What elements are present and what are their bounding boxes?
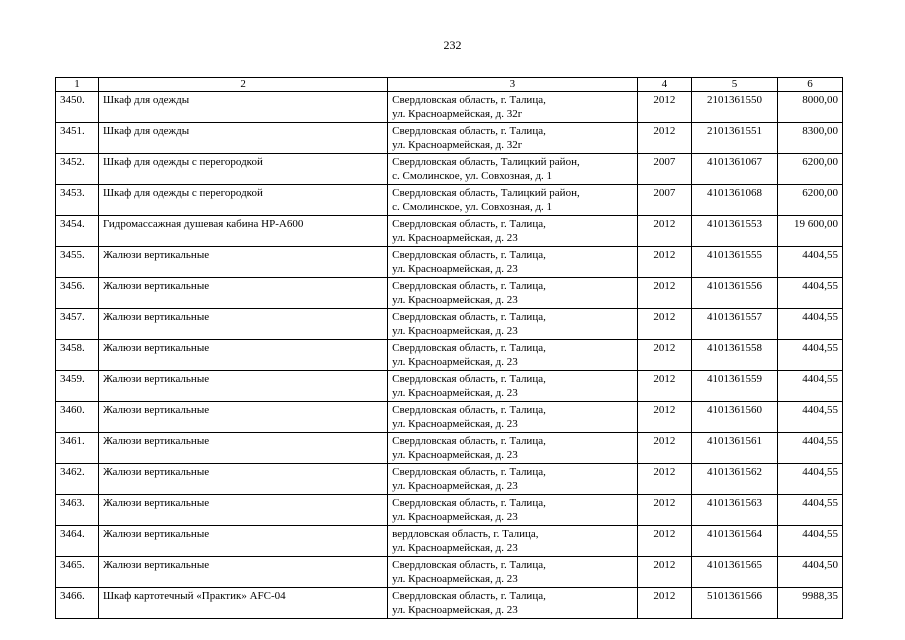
table-row bbox=[56, 154, 843, 185]
item-address bbox=[388, 92, 637, 123]
inventory-number: 4101361559 bbox=[692, 371, 778, 402]
address-line-1: вердловская область, г. Талица, bbox=[392, 528, 539, 540]
table-row bbox=[56, 185, 843, 216]
header-col-2: 2 bbox=[98, 78, 387, 92]
inventory-number: 5101361566 bbox=[692, 588, 778, 619]
table-row bbox=[56, 92, 843, 123]
table-header bbox=[56, 78, 843, 92]
row-number: 3465. bbox=[56, 557, 99, 588]
item-cost: 4404,50 bbox=[777, 557, 842, 588]
item-year: 2012 bbox=[637, 526, 691, 557]
item-address bbox=[388, 526, 637, 557]
row-number: 3461. bbox=[56, 433, 99, 464]
item-year: 2007 bbox=[637, 154, 691, 185]
item-year: 2012 bbox=[637, 557, 691, 588]
item-year: 2012 bbox=[637, 92, 691, 123]
item-year: 2012 bbox=[637, 402, 691, 433]
inventory-number: 4101361560 bbox=[692, 402, 778, 433]
address-line-2: с. Смолинское, ул. Совхозная, д. 1 bbox=[392, 170, 553, 182]
item-year: 2012 bbox=[637, 123, 691, 154]
inventory-number: 4101361565 bbox=[692, 557, 778, 588]
item-name: Шкаф для одежды с перегородкой bbox=[98, 154, 387, 185]
inventory-number: 4101361553 bbox=[692, 216, 778, 247]
address-line-2: ул. Красноармейская, д. 23 bbox=[392, 604, 518, 616]
item-name: Гидромассажная душевая кабина НР-А600 bbox=[98, 216, 387, 247]
table-body bbox=[56, 92, 843, 619]
address-line-1: Свердловская область, г. Талица, bbox=[392, 280, 546, 292]
row-number: 3453. bbox=[56, 185, 99, 216]
table-row bbox=[56, 309, 843, 340]
item-year: 2012 bbox=[637, 495, 691, 526]
item-address bbox=[388, 185, 637, 216]
item-name: Жалюзи вертикальные bbox=[98, 433, 387, 464]
address-line-2: ул. Красноармейская, д. 23 bbox=[392, 263, 518, 275]
address-line-2: ул. Красноармейская, д. 23 bbox=[392, 356, 518, 368]
address-line-1: Свердловская область, г. Талица, bbox=[392, 404, 546, 416]
inventory-number: 4101361563 bbox=[692, 495, 778, 526]
address-line-2: ул. Красноармейская, д. 32г bbox=[392, 139, 523, 151]
item-address bbox=[388, 495, 637, 526]
address-line-2: ул. Красноармейская, д. 23 bbox=[392, 325, 518, 337]
header-col-4: 4 bbox=[637, 78, 691, 92]
item-name: Жалюзи вертикальные bbox=[98, 340, 387, 371]
item-address bbox=[388, 278, 637, 309]
item-name: Шкаф картотечный «Практик» AFC-04 bbox=[98, 588, 387, 619]
address-line-1: Свердловская область, г. Талица, bbox=[392, 559, 546, 571]
inventory-number: 2101361550 bbox=[692, 92, 778, 123]
item-cost: 4404,55 bbox=[777, 340, 842, 371]
row-number: 3455. bbox=[56, 247, 99, 278]
item-year: 2012 bbox=[637, 278, 691, 309]
address-line-1: Свердловская область, г. Талица, bbox=[392, 497, 546, 509]
item-name: Жалюзи вертикальные bbox=[98, 278, 387, 309]
item-cost: 6200,00 bbox=[777, 185, 842, 216]
address-line-1: Свердловская область, г. Талица, bbox=[392, 249, 546, 261]
item-year: 2012 bbox=[637, 464, 691, 495]
address-line-1: Свердловская область, г. Талица, bbox=[392, 218, 546, 230]
inventory-number: 4101361068 bbox=[692, 185, 778, 216]
item-year: 2012 bbox=[637, 216, 691, 247]
item-year: 2012 bbox=[637, 433, 691, 464]
inventory-number: 4101361564 bbox=[692, 526, 778, 557]
item-name: Жалюзи вертикальные bbox=[98, 526, 387, 557]
item-address bbox=[388, 309, 637, 340]
inventory-number: 4101361556 bbox=[692, 278, 778, 309]
property-table bbox=[55, 77, 843, 619]
table-row bbox=[56, 588, 843, 619]
address-line-2: ул. Красноармейская, д. 23 bbox=[392, 542, 518, 554]
item-name: Жалюзи вертикальные bbox=[98, 402, 387, 433]
inventory-number: 4101361561 bbox=[692, 433, 778, 464]
inventory-number: 4101361557 bbox=[692, 309, 778, 340]
item-cost: 4404,55 bbox=[777, 433, 842, 464]
address-line-1: Свердловская область, г. Талица, bbox=[392, 373, 546, 385]
row-number: 3451. bbox=[56, 123, 99, 154]
address-line-2: ул. Красноармейская, д. 23 bbox=[392, 449, 518, 461]
item-address bbox=[388, 340, 637, 371]
item-address bbox=[388, 154, 637, 185]
inventory-number: 4101361067 bbox=[692, 154, 778, 185]
item-name: Жалюзи вертикальные bbox=[98, 247, 387, 278]
item-cost: 4404,55 bbox=[777, 495, 842, 526]
row-number: 3458. bbox=[56, 340, 99, 371]
address-line-2: ул. Красноармейская, д. 23 bbox=[392, 511, 518, 523]
row-number: 3452. bbox=[56, 154, 99, 185]
item-cost: 8300,00 bbox=[777, 123, 842, 154]
item-address bbox=[388, 371, 637, 402]
inventory-number: 4101361562 bbox=[692, 464, 778, 495]
item-cost: 6200,00 bbox=[777, 154, 842, 185]
item-name: Жалюзи вертикальные bbox=[98, 309, 387, 340]
inventory-number: 4101361558 bbox=[692, 340, 778, 371]
item-year: 2012 bbox=[637, 247, 691, 278]
row-number: 3460. bbox=[56, 402, 99, 433]
header-row bbox=[56, 78, 843, 92]
row-number: 3454. bbox=[56, 216, 99, 247]
address-line-1: Свердловская область, г. Талица, bbox=[392, 94, 546, 106]
header-col-3: 3 bbox=[388, 78, 637, 92]
item-name: Шкаф для одежды bbox=[98, 92, 387, 123]
item-cost: 9988,35 bbox=[777, 588, 842, 619]
item-cost: 19 600,00 bbox=[777, 216, 842, 247]
address-line-1: Свердловская область, Талицкий район, bbox=[392, 187, 580, 199]
header-col-6: 6 bbox=[777, 78, 842, 92]
row-number: 3466. bbox=[56, 588, 99, 619]
item-name: Жалюзи вертикальные bbox=[98, 371, 387, 402]
address-line-2: ул. Красноармейская, д. 23 bbox=[392, 480, 518, 492]
row-number: 3450. bbox=[56, 92, 99, 123]
item-name: Жалюзи вертикальные bbox=[98, 557, 387, 588]
item-year: 2012 bbox=[637, 588, 691, 619]
item-cost: 4404,55 bbox=[777, 278, 842, 309]
address-line-1: Свердловская область, Талицкий район, bbox=[392, 156, 580, 168]
table-row bbox=[56, 340, 843, 371]
item-name: Шкаф для одежды bbox=[98, 123, 387, 154]
table-row bbox=[56, 123, 843, 154]
table-row bbox=[56, 278, 843, 309]
address-line-2: ул. Красноармейская, д. 32г bbox=[392, 108, 523, 120]
table-row bbox=[56, 402, 843, 433]
row-number: 3459. bbox=[56, 371, 99, 402]
item-cost: 8000,00 bbox=[777, 92, 842, 123]
address-line-1: Свердловская область, г. Талица, bbox=[392, 311, 546, 323]
item-name: Шкаф для одежды с перегородкой bbox=[98, 185, 387, 216]
row-number: 3463. bbox=[56, 495, 99, 526]
page-number: 232 bbox=[443, 38, 462, 52]
item-year: 2012 bbox=[637, 340, 691, 371]
row-number: 3457. bbox=[56, 309, 99, 340]
address-line-2: ул. Красноармейская, д. 23 bbox=[392, 573, 518, 585]
item-address bbox=[388, 123, 637, 154]
item-address bbox=[388, 557, 637, 588]
item-year: 2012 bbox=[637, 309, 691, 340]
item-cost: 4404,55 bbox=[777, 464, 842, 495]
table-row bbox=[56, 557, 843, 588]
table-row bbox=[56, 216, 843, 247]
header-col-1: 1 bbox=[56, 78, 99, 92]
item-cost: 4404,55 bbox=[777, 371, 842, 402]
table-row bbox=[56, 526, 843, 557]
row-number: 3456. bbox=[56, 278, 99, 309]
address-line-1: Свердловская область, г. Талица, bbox=[392, 590, 546, 602]
row-number: 3464. bbox=[56, 526, 99, 557]
address-line-2: ул. Красноармейская, д. 23 bbox=[392, 418, 518, 430]
item-year: 2007 bbox=[637, 185, 691, 216]
item-cost: 4404,55 bbox=[777, 526, 842, 557]
address-line-1: Свердловская область, г. Талица, bbox=[392, 125, 546, 137]
inventory-number: 4101361555 bbox=[692, 247, 778, 278]
item-cost: 4404,55 bbox=[777, 309, 842, 340]
table-row bbox=[56, 247, 843, 278]
table-row bbox=[56, 371, 843, 402]
table-row bbox=[56, 495, 843, 526]
item-address bbox=[388, 402, 637, 433]
address-line-2: с. Смолинское, ул. Совхозная, д. 1 bbox=[392, 201, 553, 213]
item-cost: 4404,55 bbox=[777, 402, 842, 433]
item-cost: 4404,55 bbox=[777, 247, 842, 278]
item-address bbox=[388, 247, 637, 278]
row-number: 3462. bbox=[56, 464, 99, 495]
item-address bbox=[388, 588, 637, 619]
item-address bbox=[388, 216, 637, 247]
item-name: Жалюзи вертикальные bbox=[98, 495, 387, 526]
address-line-1: Свердловская область, г. Талица, bbox=[392, 466, 546, 478]
item-address bbox=[388, 433, 637, 464]
address-line-2: ул. Красноармейская, д. 23 bbox=[392, 387, 518, 399]
address-line-1: Свердловская область, г. Талица, bbox=[392, 342, 546, 354]
inventory-number: 2101361551 bbox=[692, 123, 778, 154]
header-col-5: 5 bbox=[692, 78, 778, 92]
item-year: 2012 bbox=[637, 371, 691, 402]
table-row bbox=[56, 464, 843, 495]
address-line-2: ул. Красноармейская, д. 23 bbox=[392, 232, 518, 244]
item-address bbox=[388, 464, 637, 495]
address-line-1: Свердловская область, г. Талица, bbox=[392, 435, 546, 447]
item-name: Жалюзи вертикальные bbox=[98, 464, 387, 495]
address-line-2: ул. Красноармейская, д. 23 bbox=[392, 294, 518, 306]
table-row bbox=[56, 433, 843, 464]
